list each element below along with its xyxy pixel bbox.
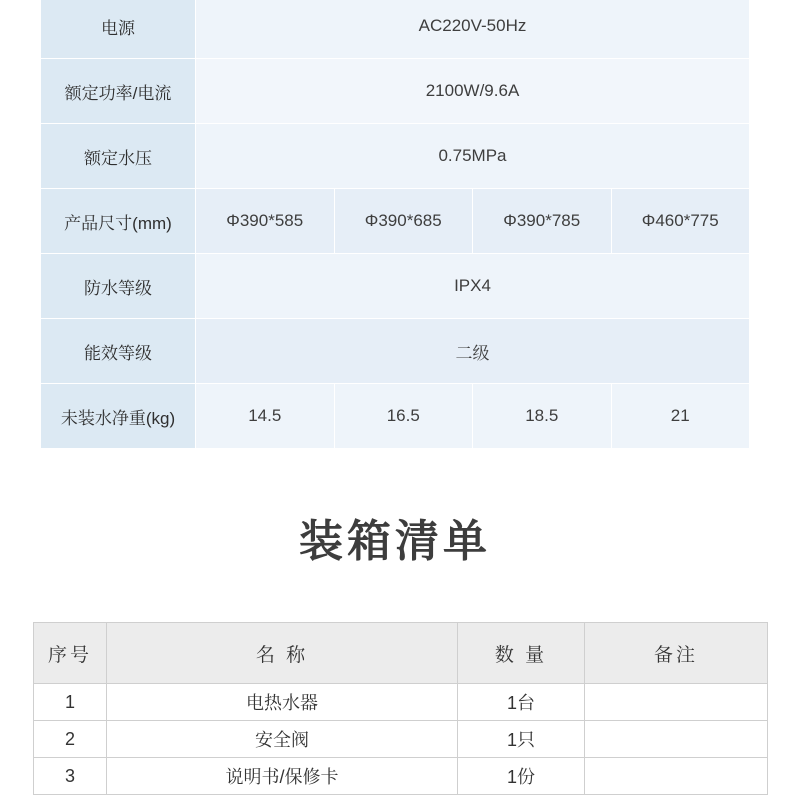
packing-list-table (33, 622, 768, 795)
spec-label-energy-grade: 能效等级 (41, 319, 196, 384)
specification-table (40, 0, 750, 449)
packing-row-1-qty: 1台 (458, 684, 585, 721)
packing-row-3-name: 说明书/保修卡 (107, 758, 458, 795)
table-row (34, 758, 768, 795)
spec-value-size-3: Φ390*785 (473, 189, 612, 254)
packing-row-3-note (585, 758, 768, 795)
table-row (41, 254, 750, 319)
packing-row-2-qty: 1只 (458, 721, 585, 758)
packing-row-2-note (585, 721, 768, 758)
packing-header-no: 序号 (34, 623, 107, 684)
packing-row-2-name: 安全阀 (107, 721, 458, 758)
packing-row-1-no: 1 (34, 684, 107, 721)
spec-value-size-2: Φ390*685 (334, 189, 473, 254)
spec-label-rated-pressure: 额定水压 (41, 124, 196, 189)
packing-header-qty: 数 量 (458, 623, 585, 684)
spec-value-weight-3: 18.5 (473, 384, 612, 449)
packing-row-3-no: 3 (34, 758, 107, 795)
spec-label-rated-power: 额定功率/电流 (41, 59, 196, 124)
table-row (41, 59, 750, 124)
spec-value-power-source: AC220V-50Hz (196, 0, 750, 59)
packing-row-2-no: 2 (34, 721, 107, 758)
spec-value-weight-1: 14.5 (196, 384, 335, 449)
spec-label-net-weight: 未装水净重(kg) (41, 384, 196, 449)
spec-value-rated-pressure: 0.75MPa (196, 124, 750, 189)
packing-list-container (33, 622, 757, 795)
table-row (41, 0, 750, 59)
packing-row-1-name: 电热水器 (107, 684, 458, 721)
packing-row-1-note (585, 684, 768, 721)
packing-header-name: 名 称 (107, 623, 458, 684)
table-header-row (34, 623, 768, 684)
spec-value-weight-4: 21 (611, 384, 750, 449)
spec-value-weight-2: 16.5 (334, 384, 473, 449)
spec-value-waterproof-grade: IPX4 (196, 254, 750, 319)
spec-label-power-source: 电源 (41, 0, 196, 59)
table-row (41, 189, 750, 254)
table-row (41, 384, 750, 449)
spec-value-energy-grade: 二级 (196, 319, 750, 384)
page-title: 装箱清单 (299, 517, 491, 566)
spec-value-size-1: Φ390*585 (196, 189, 335, 254)
spec-value-rated-power: 2100W/9.6A (196, 59, 750, 124)
table-row (41, 319, 750, 384)
spec-label-waterproof-grade: 防水等级 (41, 254, 196, 319)
table-row (34, 721, 768, 758)
spec-label-product-size: 产品尺寸(mm) (41, 189, 196, 254)
table-row (41, 124, 750, 189)
packing-row-3-qty: 1份 (458, 758, 585, 795)
spec-value-size-4: Φ460*775 (611, 189, 750, 254)
specification-table-container (40, 0, 750, 449)
packing-header-note: 备注 (585, 623, 768, 684)
table-row (34, 684, 768, 721)
